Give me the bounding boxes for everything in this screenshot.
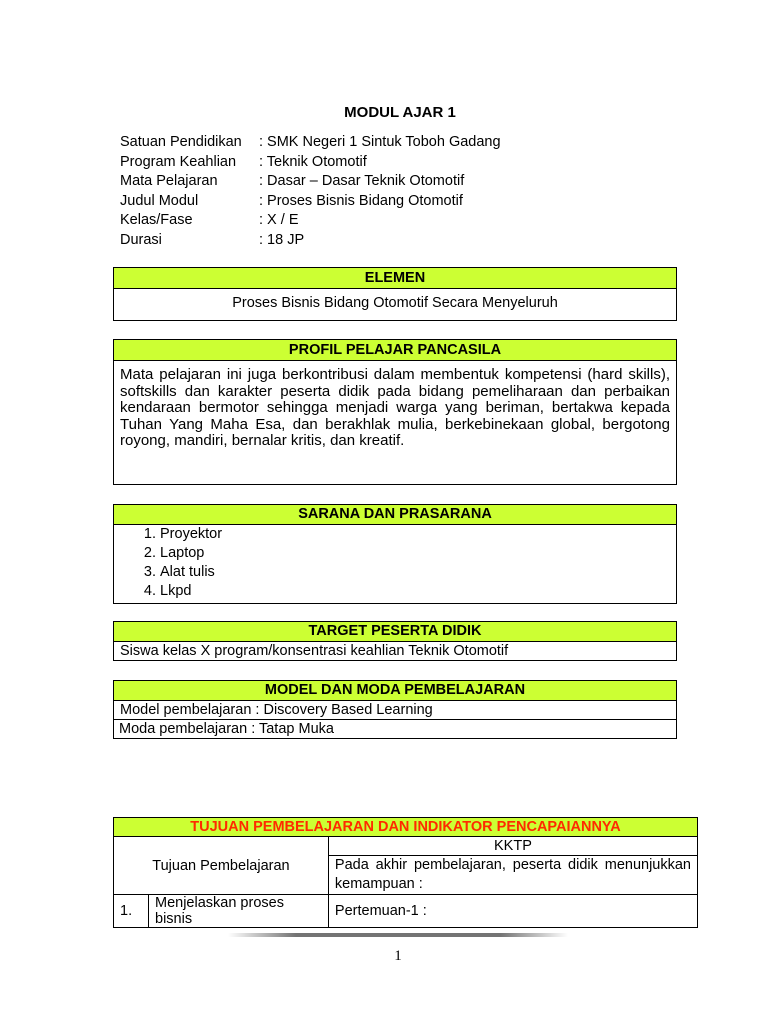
info-row <box>120 211 501 231</box>
moda-text: Moda pembelajaran : Tatap Muka <box>114 719 676 738</box>
info-label: Judul Modul <box>120 192 199 209</box>
row-number: 1. <box>114 895 149 928</box>
page-number: 1 <box>394 948 402 964</box>
sarana-box <box>113 504 677 604</box>
model-text: Model pembelajaran : Discovery Based Learning <box>120 702 433 718</box>
module-info <box>120 133 501 250</box>
info-value: : Teknik Otomotif <box>259 153 367 170</box>
model-header: MODEL DAN MODA PEMBELAJARAN <box>114 681 676 701</box>
profil-header: PROFIL PELAJAR PANCASILA <box>114 340 676 361</box>
info-label: Durasi <box>120 231 162 248</box>
elemen-box <box>113 267 677 321</box>
info-label: Satuan Pendidikan <box>120 134 242 150</box>
tujuan-table <box>113 817 698 928</box>
kktp-description: Pada akhir pembelajaran, peserta didik menunjukkan kemampuan : <box>328 856 697 895</box>
list-item: 3. Alat tulis <box>160 563 676 582</box>
info-value: : Dasar – Dasar Teknik Otomotif <box>259 173 465 189</box>
info-value: : SMK Negeri 1 Sintuk Toboh Gadang <box>259 134 501 150</box>
col-tujuan-pembelajaran: Tujuan Pembelajaran <box>114 837 329 895</box>
sarana-header: SARANA DAN PRASARANA <box>114 505 676 525</box>
info-label: Mata Pelajaran <box>120 173 218 189</box>
profil-text: Mata pelajaran ini juga berkontribusi dalam membentuk kompetensi (hard skills), softskills dan karakter peserta didik pada bidang pemeliharaan dan perbaikan kendaraan bermotor sehingga menjadi warga yang beriman, bertakwa kepada Tuhan Yang Maha Esa, dan berakhlak mulia, berkebinekaan global, bergotong royong, mandiri, bernalar kritis, dan kreatif. <box>120 366 670 449</box>
sarana-list <box>114 525 676 601</box>
row-kktp: Pertemuan-1 : <box>328 895 697 928</box>
info-row <box>120 231 501 251</box>
info-row <box>120 153 501 173</box>
model-box <box>113 680 677 739</box>
row-tujuan: Menjelaskan proses bisnis <box>149 895 329 928</box>
target-box <box>113 621 677 661</box>
info-row <box>120 133 501 153</box>
elemen-text: Proses Bisnis Bidang Otomotif Secara Menyeluruh <box>232 295 558 311</box>
info-value: : Proses Bisnis Bidang Otomotif <box>259 192 463 209</box>
info-row <box>120 172 501 192</box>
target-header: TARGET PESERTA DIDIK <box>114 622 676 642</box>
target-text: Siswa kelas X program/konsentrasi keahlian Teknik Otomotif <box>120 643 509 659</box>
col-kktp: KKTP <box>328 837 697 856</box>
tujuan-header: TUJUAN PEMBELAJARAN DAN INDIKATOR PENCAPAIANNYA <box>114 818 698 837</box>
info-label: Kelas/Fase <box>120 212 193 228</box>
info-row <box>120 192 501 212</box>
list-item: 1. Proyektor <box>160 525 676 544</box>
elemen-header: ELEMEN <box>114 268 676 289</box>
info-value: : 18 JP <box>259 231 305 248</box>
info-value: : X / E <box>259 212 299 228</box>
list-item: 2. Laptop <box>160 544 676 563</box>
footer-divider <box>228 933 568 937</box>
profil-box <box>113 339 677 485</box>
document-title: MODUL AJAR 1 <box>344 104 456 121</box>
list-item: 4. Lkpd <box>160 582 676 601</box>
info-label: Program Keahlian <box>120 153 237 170</box>
